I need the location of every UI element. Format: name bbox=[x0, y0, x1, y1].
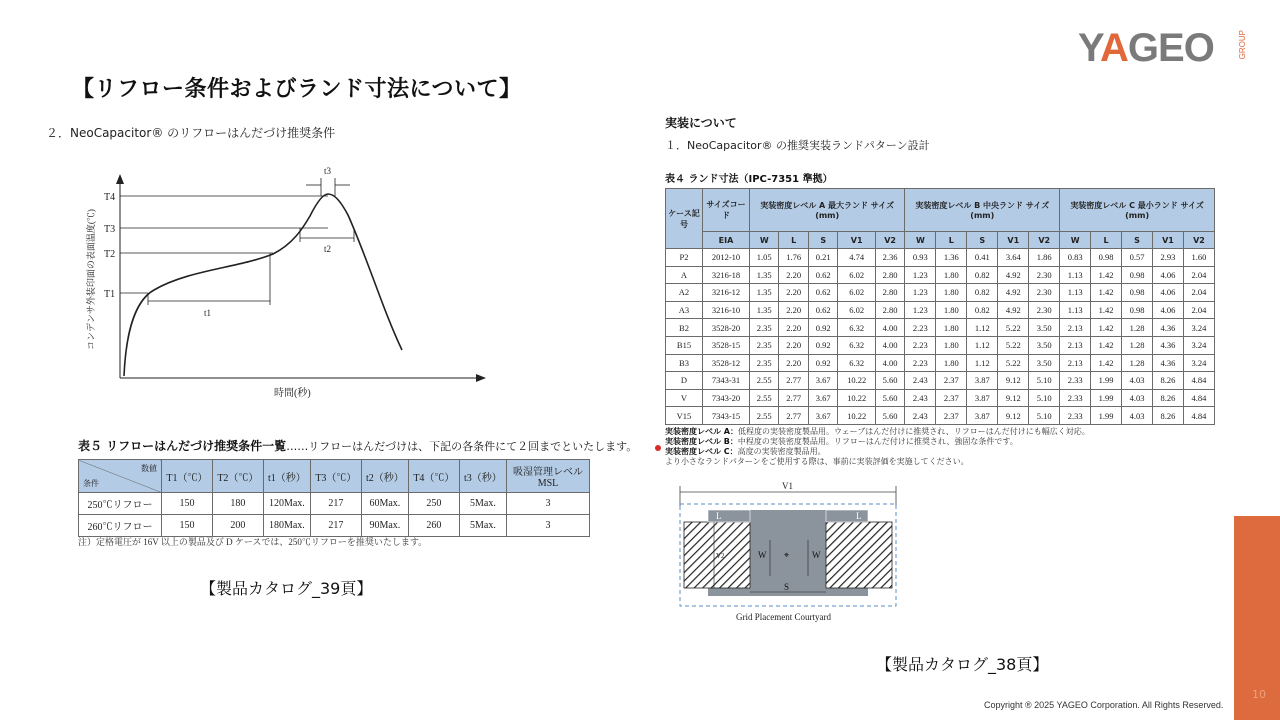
table-cell: 2.36 bbox=[875, 249, 905, 267]
table-cell: 3.24 bbox=[1183, 354, 1214, 372]
case-code-cell: V bbox=[666, 389, 703, 407]
land-dimensions-table bbox=[665, 188, 1215, 425]
table-row bbox=[666, 336, 1215, 354]
table-cell: 1.42 bbox=[1091, 284, 1122, 302]
table-cell: 2.35 bbox=[750, 319, 779, 337]
case-code-cell: D bbox=[666, 372, 703, 390]
table-cell: 1.35 bbox=[750, 266, 779, 284]
table-cell: 3528-20 bbox=[703, 319, 750, 337]
table-cell: 90Max. bbox=[361, 515, 408, 537]
table-cell: 4.06 bbox=[1152, 301, 1183, 319]
table-cell: 3.87 bbox=[967, 407, 998, 425]
table-cell: 2.35 bbox=[750, 354, 779, 372]
table-cell: 1.99 bbox=[1091, 407, 1122, 425]
level-note bbox=[665, 427, 1090, 437]
table-cell: 1.42 bbox=[1091, 354, 1122, 372]
table-cell: 1.80 bbox=[936, 284, 967, 302]
copyright-text: Copyright ® 2025 YAGEO Corporation. All Rights Reserved. bbox=[984, 700, 1224, 710]
table-row bbox=[666, 372, 1215, 390]
right-land-pad bbox=[826, 522, 892, 588]
table5-col-header: T3（℃） bbox=[310, 460, 361, 493]
table-cell: 2.23 bbox=[905, 336, 936, 354]
pointer-dot bbox=[655, 445, 661, 451]
table-cell: 2.20 bbox=[779, 336, 808, 354]
table-cell: 2.55 bbox=[750, 389, 779, 407]
table-cell: 1.13 bbox=[1060, 301, 1091, 319]
table-cell: 4.92 bbox=[998, 266, 1029, 284]
density-level-notes bbox=[665, 427, 1090, 467]
table-cell: 1.80 bbox=[936, 354, 967, 372]
table-cell: 1.60 bbox=[1183, 249, 1214, 267]
corner-bottom-label: 条件 bbox=[83, 479, 99, 488]
left-l-box bbox=[708, 510, 750, 522]
table-cell: 1.36 bbox=[936, 249, 967, 267]
table5-col-header: t2（秒） bbox=[361, 460, 408, 493]
table-cell: 2.20 bbox=[779, 354, 808, 372]
table-cell: 150 bbox=[162, 515, 213, 537]
table-cell: 9.12 bbox=[998, 389, 1029, 407]
table-cell: 0.82 bbox=[967, 284, 998, 302]
table-cell: 7343-31 bbox=[703, 372, 750, 390]
table-cell: 0.92 bbox=[808, 336, 837, 354]
case-code-cell: B15 bbox=[666, 336, 703, 354]
label-s: S bbox=[784, 582, 790, 592]
table-row bbox=[666, 407, 1215, 425]
col-header: V1 bbox=[838, 232, 875, 249]
table-cell: 2.77 bbox=[779, 407, 808, 425]
table5-col-header: T1（℃） bbox=[162, 460, 213, 493]
table-cell: 4.00 bbox=[875, 319, 905, 337]
table5-col-header: t3（秒） bbox=[459, 460, 506, 493]
table-cell: 0.83 bbox=[1060, 249, 1091, 267]
center-mark-icon: ⌖ bbox=[784, 550, 790, 560]
table-cell: 3.67 bbox=[808, 407, 837, 425]
col-header: W bbox=[1060, 232, 1091, 249]
table-cell: 5.10 bbox=[1029, 372, 1060, 390]
table-cell: 2.77 bbox=[779, 389, 808, 407]
graph-y-label: コンデンサ外装印面の表面温度(℃) bbox=[86, 209, 96, 350]
table-cell: 3.50 bbox=[1029, 336, 1060, 354]
table-cell: 5.60 bbox=[875, 389, 905, 407]
label-w-right: W bbox=[812, 550, 821, 560]
table-cell: 2.30 bbox=[1029, 301, 1060, 319]
table-cell: 1.42 bbox=[1091, 319, 1122, 337]
table-cell: 2.37 bbox=[936, 407, 967, 425]
table-row bbox=[666, 301, 1215, 319]
table5-note: 注）定格電圧が 16V 以上の製品及び D ケースでは、250℃リフローを推奨いたします。 bbox=[78, 537, 428, 547]
table-row bbox=[79, 493, 590, 515]
table-cell: 5.10 bbox=[1029, 407, 1060, 425]
table-cell: 1.99 bbox=[1091, 389, 1122, 407]
table-cell: 3.67 bbox=[808, 372, 837, 390]
table-cell: 3.50 bbox=[1029, 319, 1060, 337]
label-v2: V2 bbox=[716, 552, 725, 560]
table-cell: 4.03 bbox=[1122, 389, 1153, 407]
y-tick-t1: T1 bbox=[104, 289, 116, 300]
page-number: 10 bbox=[1252, 688, 1266, 701]
table-cell: 4.84 bbox=[1183, 407, 1214, 425]
table-cell: 5.22 bbox=[998, 336, 1029, 354]
table-row bbox=[666, 354, 1215, 372]
table-cell: 8.26 bbox=[1152, 407, 1183, 425]
table-cell: 2.23 bbox=[905, 354, 936, 372]
table-cell: 1.23 bbox=[905, 266, 936, 284]
table-cell: 2.80 bbox=[875, 284, 905, 302]
table5-corner-cell bbox=[79, 460, 162, 493]
table-cell: 4.00 bbox=[875, 354, 905, 372]
col-header: V2 bbox=[875, 232, 905, 249]
table-cell: 1.80 bbox=[936, 319, 967, 337]
table5-col-header: T2（℃） bbox=[212, 460, 263, 493]
table-cell: 3528-12 bbox=[703, 354, 750, 372]
table-cell: 2.13 bbox=[1060, 336, 1091, 354]
table-cell: 4.84 bbox=[1183, 389, 1214, 407]
table5-caption-title: 表５ リフローはんだづけ推奨条件一覧 bbox=[78, 439, 287, 453]
table-cell: 6.32 bbox=[838, 319, 875, 337]
table-cell: 4.36 bbox=[1152, 354, 1183, 372]
table-cell: 2.13 bbox=[1060, 354, 1091, 372]
table-cell: 6.32 bbox=[838, 336, 875, 354]
table-cell: 4.06 bbox=[1152, 284, 1183, 302]
table-cell: 5.22 bbox=[998, 319, 1029, 337]
table5-col-header: 吸湿管理レベル MSL bbox=[507, 460, 590, 493]
table-cell: 9.12 bbox=[998, 372, 1029, 390]
table-cell: 3216-12 bbox=[703, 284, 750, 302]
diagram-caption: Grid Placement Courtyard bbox=[736, 612, 831, 622]
table-cell: 1.28 bbox=[1122, 336, 1153, 354]
table-cell: 0.82 bbox=[967, 266, 998, 284]
table-cell: 10.22 bbox=[838, 389, 875, 407]
levels-footnote: より小さなランドパターンをご使用する際は、事前に実装評価を実施してください。 bbox=[665, 457, 969, 466]
land-pattern-subheading: １．NeoCapacitor® の推奨実装ランドパターン設計 bbox=[665, 139, 930, 152]
table-cell: 217 bbox=[310, 515, 361, 537]
level-c-header: 実装密度レベル C 最小ランド サイズ (mm) bbox=[1060, 189, 1215, 232]
col-header: W bbox=[905, 232, 936, 249]
table-cell: 1.13 bbox=[1060, 266, 1091, 284]
table-cell: 60Max. bbox=[361, 493, 408, 515]
table-cell: 0.98 bbox=[1122, 301, 1153, 319]
table-cell: 2.13 bbox=[1060, 319, 1091, 337]
table-row bbox=[666, 284, 1215, 302]
table-cell: 6.02 bbox=[838, 301, 875, 319]
table-cell: 3216-18 bbox=[703, 266, 750, 284]
slide-title: 【リフロー条件およびランド寸法について】 bbox=[72, 77, 522, 102]
logo-text-pre: Y bbox=[1078, 26, 1101, 70]
table-cell: 0.41 bbox=[967, 249, 998, 267]
table-cell: 0.98 bbox=[1122, 284, 1153, 302]
table-cell: 5Max. bbox=[459, 493, 506, 515]
reflow-conditions-heading: ２．NeoCapacitor® のリフローはんだづけ推奨条件 bbox=[46, 126, 336, 140]
case-code-cell: P2 bbox=[666, 249, 703, 267]
table-cell: 0.93 bbox=[905, 249, 936, 267]
time-label-t1: t1 bbox=[204, 308, 212, 318]
table-cell: 1.35 bbox=[750, 284, 779, 302]
table-cell: 0.92 bbox=[808, 319, 837, 337]
table-cell: 2.43 bbox=[905, 407, 936, 425]
case-code-header: ケース記号 bbox=[666, 189, 703, 249]
table-cell: 260 bbox=[408, 515, 459, 537]
level-note-label: 実装密度レベル B： bbox=[665, 437, 738, 446]
table-cell: 7343-20 bbox=[703, 389, 750, 407]
table-cell: 0.62 bbox=[808, 266, 837, 284]
table-cell: 2.04 bbox=[1183, 301, 1214, 319]
table-cell: 4.74 bbox=[838, 249, 875, 267]
level-b-header: 実装密度レベル B 中央ランド サイズ (mm) bbox=[905, 189, 1060, 232]
table-cell: 5Max. bbox=[459, 515, 506, 537]
table-cell: 4.92 bbox=[998, 284, 1029, 302]
table-cell: 1.28 bbox=[1122, 319, 1153, 337]
table-cell: 150 bbox=[162, 493, 213, 515]
table5-caption bbox=[78, 437, 637, 454]
table-cell: 180Max. bbox=[263, 515, 310, 537]
time-label-t3: t3 bbox=[324, 166, 332, 176]
table-cell: 0.98 bbox=[1122, 266, 1153, 284]
graph-x-label: 時間(秒) bbox=[274, 388, 311, 399]
label-l-left: L bbox=[716, 511, 722, 521]
table-cell: 1.23 bbox=[905, 284, 936, 302]
table-cell: 0.62 bbox=[808, 301, 837, 319]
table-cell: 3528-15 bbox=[703, 336, 750, 354]
col-header: S bbox=[967, 232, 998, 249]
table-cell: 3.87 bbox=[967, 372, 998, 390]
table5-col-header: T4（℃） bbox=[408, 460, 459, 493]
table-cell: 6.32 bbox=[838, 354, 875, 372]
table-cell: 1.13 bbox=[1060, 284, 1091, 302]
col-header: V2 bbox=[1029, 232, 1060, 249]
table-cell: 250 bbox=[408, 493, 459, 515]
table5-col-header: t1（秒） bbox=[263, 460, 310, 493]
level-note-text: 中程度の実装密度製品用。リフローはんだ付けに推奨され、強固な条件です。 bbox=[737, 437, 1018, 446]
case-code-cell: A2 bbox=[666, 284, 703, 302]
land-pattern-diagram bbox=[676, 478, 902, 626]
size-code-header: サイズコード bbox=[703, 189, 750, 232]
table-cell: 3.87 bbox=[967, 389, 998, 407]
col-header-eia: EIA bbox=[703, 232, 750, 249]
table-cell: 4.03 bbox=[1122, 407, 1153, 425]
table-cell: 3.24 bbox=[1183, 336, 1214, 354]
label-l-right: L bbox=[856, 511, 862, 521]
table-cell: 5.60 bbox=[875, 407, 905, 425]
table-cell: 2.20 bbox=[779, 319, 808, 337]
catalog-reference-39: 【製品カタログ_39頁】 bbox=[200, 579, 373, 598]
col-header: L bbox=[779, 232, 808, 249]
table-cell: 7343-15 bbox=[703, 407, 750, 425]
table-cell: 3.64 bbox=[998, 249, 1029, 267]
col-header: S bbox=[808, 232, 837, 249]
table-cell: 250℃リフロー bbox=[79, 493, 162, 515]
land-table-body bbox=[666, 249, 1215, 425]
table-cell: 3216-10 bbox=[703, 301, 750, 319]
case-code-cell: B3 bbox=[666, 354, 703, 372]
table-cell: 4.36 bbox=[1152, 319, 1183, 337]
table-cell: 1.42 bbox=[1091, 336, 1122, 354]
table-cell: 8.26 bbox=[1152, 389, 1183, 407]
table-cell: 10.22 bbox=[838, 407, 875, 425]
table-cell: 4.92 bbox=[998, 301, 1029, 319]
y-tick-t2: T2 bbox=[104, 249, 116, 260]
label-w-left: W bbox=[758, 550, 767, 560]
table-cell: 1.76 bbox=[779, 249, 808, 267]
table-row bbox=[666, 266, 1215, 284]
table-cell: 1.80 bbox=[936, 266, 967, 284]
corner-top-label: 数値 bbox=[141, 464, 157, 473]
table-cell: 6.02 bbox=[838, 284, 875, 302]
table5-caption-rest: ……リフローはんだづけは、下記の各条件にて２回までといたします。 bbox=[286, 440, 638, 453]
col-header: V2 bbox=[1183, 232, 1214, 249]
table-cell: 120Max. bbox=[263, 493, 310, 515]
table-cell: 2.35 bbox=[750, 336, 779, 354]
level-note bbox=[665, 447, 1090, 457]
case-code-cell: A3 bbox=[666, 301, 703, 319]
level-note-label: 実装密度レベル C： bbox=[665, 447, 738, 456]
level-note-text: 高度の実装密度製品用。 bbox=[737, 447, 826, 456]
table-cell: 0.82 bbox=[967, 301, 998, 319]
x-axis-arrowhead bbox=[476, 374, 486, 382]
table-cell: 2.77 bbox=[779, 372, 808, 390]
table-cell: 1.35 bbox=[750, 301, 779, 319]
col-header: V1 bbox=[1152, 232, 1183, 249]
table-cell: 1.80 bbox=[936, 301, 967, 319]
table-cell: 1.80 bbox=[936, 336, 967, 354]
table4-caption: 表４ ランド寸法（IPC-7351 準拠） bbox=[665, 174, 833, 185]
table-cell: 2.33 bbox=[1060, 389, 1091, 407]
col-header: L bbox=[936, 232, 967, 249]
table-cell: 8.26 bbox=[1152, 372, 1183, 390]
table-cell: 0.57 bbox=[1122, 249, 1153, 267]
table-cell: 2.04 bbox=[1183, 266, 1214, 284]
table-cell: 2.20 bbox=[779, 266, 808, 284]
table-cell: 5.22 bbox=[998, 354, 1029, 372]
table-cell: 3.24 bbox=[1183, 319, 1214, 337]
table-cell: 10.22 bbox=[838, 372, 875, 390]
table-cell: 1.12 bbox=[967, 354, 998, 372]
table-cell: 260℃リフロー bbox=[79, 515, 162, 537]
table-cell: 3 bbox=[507, 515, 590, 537]
table-cell: 0.62 bbox=[808, 284, 837, 302]
table-cell: 3 bbox=[507, 493, 590, 515]
table-cell: 217 bbox=[310, 493, 361, 515]
table-cell: 1.42 bbox=[1091, 266, 1122, 284]
table-cell: 9.12 bbox=[998, 407, 1029, 425]
level-note bbox=[665, 437, 1090, 447]
table-cell: 2.55 bbox=[750, 372, 779, 390]
table-cell: 4.84 bbox=[1183, 372, 1214, 390]
case-code-cell: B2 bbox=[666, 319, 703, 337]
reflow-temperature-curve bbox=[124, 194, 402, 376]
level-note-text: 低程度の実装密度製品用。ウェーブはんだ付けに推奨され、リフローはんだ付けにも幅広く対応。 bbox=[737, 427, 1090, 436]
table-row bbox=[666, 249, 1215, 267]
table-cell: 6.02 bbox=[838, 266, 875, 284]
y-tick-t4: T4 bbox=[104, 192, 116, 203]
table-cell: 4.06 bbox=[1152, 266, 1183, 284]
table-cell: 1.99 bbox=[1091, 372, 1122, 390]
table-cell: 2.80 bbox=[875, 301, 905, 319]
table-cell: 2.33 bbox=[1060, 407, 1091, 425]
table-cell: 1.23 bbox=[905, 301, 936, 319]
table-cell: 2.20 bbox=[779, 301, 808, 319]
table-cell: 1.05 bbox=[750, 249, 779, 267]
reflow-profile-graph bbox=[78, 160, 498, 410]
logo-group-text: GROUP bbox=[1238, 30, 1247, 60]
table-cell: 2.30 bbox=[1029, 284, 1060, 302]
table-cell: 2.93 bbox=[1152, 249, 1183, 267]
table-cell: 2.37 bbox=[936, 389, 967, 407]
table-cell: 4.36 bbox=[1152, 336, 1183, 354]
right-l-box bbox=[826, 510, 868, 522]
table-row bbox=[666, 319, 1215, 337]
table-cell: 0.92 bbox=[808, 354, 837, 372]
table-cell: 5.10 bbox=[1029, 389, 1060, 407]
table-cell: 5.60 bbox=[875, 372, 905, 390]
time-label-t2: t2 bbox=[324, 244, 332, 254]
table-cell: 2.80 bbox=[875, 266, 905, 284]
table-cell: 3.67 bbox=[808, 389, 837, 407]
table-cell: 2.43 bbox=[905, 372, 936, 390]
table-cell: 0.21 bbox=[808, 249, 837, 267]
table-cell: 2.33 bbox=[1060, 372, 1091, 390]
logo-text-post: GEO bbox=[1127, 26, 1214, 70]
table-row bbox=[666, 389, 1215, 407]
yageo-logo bbox=[1078, 26, 1214, 71]
table-cell: 1.86 bbox=[1029, 249, 1060, 267]
table-cell: 1.28 bbox=[1122, 354, 1153, 372]
logo-text-a: A bbox=[1100, 26, 1128, 70]
table-cell: 2.30 bbox=[1029, 266, 1060, 284]
table-cell: 3.50 bbox=[1029, 354, 1060, 372]
table-cell: 4.03 bbox=[1122, 372, 1153, 390]
table-cell: 200 bbox=[212, 515, 263, 537]
table-cell: 2.04 bbox=[1183, 284, 1214, 302]
level-a-header: 実装密度レベル A 最大ランド サイズ (mm) bbox=[750, 189, 905, 232]
label-v1: V1 bbox=[782, 481, 793, 491]
col-header: W bbox=[750, 232, 779, 249]
y-axis-arrowhead bbox=[116, 174, 124, 184]
table-cell: 2012-10 bbox=[703, 249, 750, 267]
level-note-label: 実装密度レベル A： bbox=[665, 427, 738, 436]
table-cell: 1.42 bbox=[1091, 301, 1122, 319]
col-header: L bbox=[1091, 232, 1122, 249]
mounting-heading: 実装について bbox=[665, 116, 737, 130]
table-cell: 2.37 bbox=[936, 372, 967, 390]
table-cell: 0.98 bbox=[1091, 249, 1122, 267]
case-code-cell: V15 bbox=[666, 407, 703, 425]
table-cell: 4.00 bbox=[875, 336, 905, 354]
col-header: V1 bbox=[998, 232, 1029, 249]
table-cell: 2.55 bbox=[750, 407, 779, 425]
reflow-conditions-table bbox=[78, 459, 590, 537]
case-code-cell: A bbox=[666, 266, 703, 284]
table-cell: 180 bbox=[212, 493, 263, 515]
table-row bbox=[79, 515, 590, 537]
y-tick-t3: T3 bbox=[104, 224, 116, 235]
table-cell: 1.12 bbox=[967, 319, 998, 337]
table-cell: 2.23 bbox=[905, 319, 936, 337]
table-cell: 2.20 bbox=[779, 284, 808, 302]
col-header: S bbox=[1122, 232, 1153, 249]
table-cell: 2.43 bbox=[905, 389, 936, 407]
catalog-reference-38: 【製品カタログ_38頁】 bbox=[876, 655, 1049, 674]
table-cell: 1.12 bbox=[967, 336, 998, 354]
